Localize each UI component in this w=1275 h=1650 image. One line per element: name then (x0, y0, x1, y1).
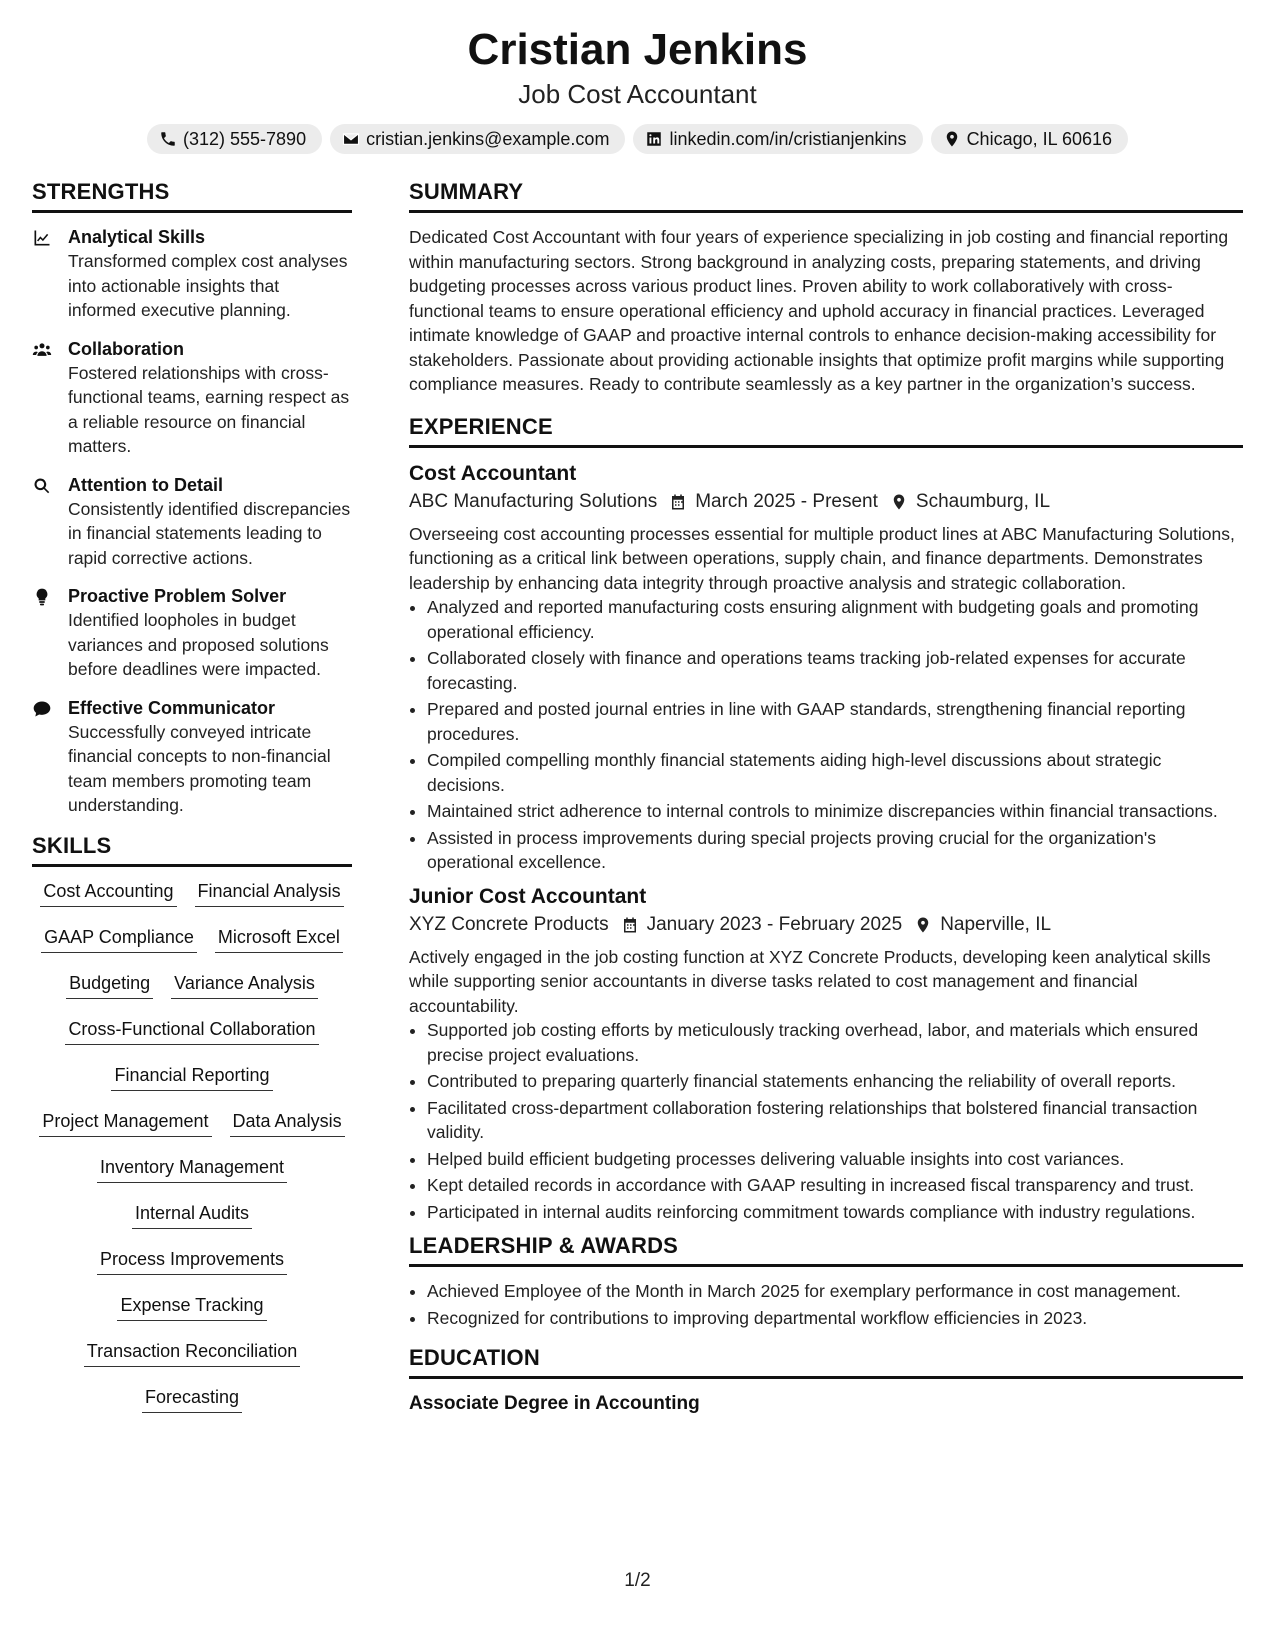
skill-tag: Cross-Functional Collaboration (65, 1017, 318, 1045)
job-location: Naperville, IL (940, 913, 1052, 935)
email-contact[interactable] (330, 124, 625, 154)
strength-description: Fostered relationships with cross-functional teams, earning respect as a reliable resource on financial matters. (68, 362, 350, 456)
strength-title: Collaboration (68, 338, 184, 359)
skill-tag: Transaction Reconciliation (84, 1339, 300, 1367)
skill-tag: Budgeting (66, 971, 153, 999)
job-bullets (409, 595, 1243, 875)
strength-title: Effective Communicator (68, 697, 276, 718)
job-bullet: • Assisted in process improvements during special projects proving crucial for the organization's operational excellence. (427, 826, 1243, 875)
job-bullet: • Collaborated closely with finance and operations teams tracking job-related expenses for accurate forecasting. (427, 646, 1243, 695)
skill-tag: Forecasting (142, 1385, 242, 1413)
search-icon (32, 476, 52, 496)
left-column (32, 178, 352, 1431)
strength-description: Transformed complex cost analyses into actionable insights that informed executive planning. (68, 251, 348, 320)
strength-title: Proactive Problem Solver (68, 586, 287, 606)
summary-text: Dedicated Cost Accountant with four years of experience specializing in job costing and financial reporting within manufacturing sectors. Strong background in analyzing costs, preparing statements, and driving budgeting processes across various product lines. Proven ability to work collaboratively with cross-functional teams to ensure operational efficiency and uphold accuracy in financial practices. Leveraged intimate knowledge of GAAP and proactive internal controls to enhance decision-making accessibility for stakeholders. Passionate about providing actionable insights that optimize profit margins while supporting compliance measures. Ready to contribute seamlessly as a key partner in the organization’s success. (409, 227, 1229, 394)
skill-tag: Data Analysis (230, 1109, 345, 1137)
linkedin-icon (645, 130, 663, 148)
right-column (409, 178, 1243, 1417)
job-entry (409, 883, 1243, 1225)
location-text: Chicago, IL 60616 (966, 129, 1113, 149)
job-title: Job Cost Accountant (518, 79, 757, 109)
linkedin-contact[interactable] (633, 124, 922, 154)
location-contact (931, 124, 1128, 154)
job-bullet: • Supported job costing efforts by meticulously tracking overhead, labor, and materials which ensured precise project evaluations. (427, 1018, 1243, 1067)
job-bullet: • Kept detailed records in accordance with GAAP resulting in increased fiscal transparency and trust. (427, 1173, 1243, 1198)
skill-tag: Expense Tracking (117, 1293, 266, 1321)
education-degree: Associate Degree in Accounting (409, 1393, 700, 1414)
skills-heading: SKILLS (32, 832, 352, 867)
phone-icon (159, 130, 177, 148)
users-icon (32, 340, 52, 360)
phone-contact[interactable] (147, 124, 322, 154)
chart-line-icon (32, 228, 52, 248)
resume-header (0, 0, 1275, 154)
strength-title: Attention to Detail (68, 474, 223, 495)
email-text: cristian.jenkins@example.com (366, 129, 610, 149)
comment-icon (32, 699, 52, 719)
calendar-icon (621, 916, 639, 934)
job-company: ABC Manufacturing Solutions (409, 490, 658, 512)
job-meta (409, 488, 1243, 516)
strength-item (32, 584, 352, 682)
jobs-list (409, 460, 1243, 1225)
job-dates: January 2023 - February 2025 (646, 913, 903, 935)
job-description: Overseeing cost accounting processes essential for multiple product lines at ABC Manufacturing Solutions, functioning as a critical link between operations, supply chain, and finance departments. Demonstrates leadership by enhancing data integrity through proactive analysis and strategic collaboration. (409, 523, 1235, 593)
skill-tag: Process Improvements (97, 1247, 287, 1275)
job-company: XYZ Concrete Products (409, 913, 609, 935)
job-meta (409, 911, 1243, 939)
job-location: Schaumburg, IL (915, 490, 1051, 512)
candidate-name: Cristian Jenkins (467, 25, 808, 74)
strengths-list (32, 225, 352, 818)
job-bullet: • Contributed to preparing quarterly financial statements enhancing the reliability of overall reports. (427, 1069, 1243, 1094)
map-pin-icon (914, 916, 932, 934)
award-item: • Achieved Employee of the Month in March 2025 for exemplary performance in cost management. (427, 1279, 1243, 1304)
strength-item (32, 696, 352, 818)
job-bullet: • Facilitated cross-department collaboration fostering relationships that bolstered financial transaction validity. (427, 1096, 1243, 1145)
strength-item (32, 473, 352, 571)
education-heading: EDUCATION (409, 1344, 1243, 1379)
job-entry (409, 460, 1243, 875)
skill-tag: GAAP Compliance (41, 925, 197, 953)
job-bullet: • Helped build efficient budgeting processes delivering valuable insights into cost variances. (427, 1147, 1243, 1172)
linkedin-text: linkedin.com/in/cristianjenkins (669, 129, 907, 149)
summary-heading: SUMMARY (409, 178, 1243, 213)
job-position: Junior Cost Accountant (409, 884, 647, 908)
strength-description: Successfully conveyed intricate financial concepts to non-financial team members promoting team understanding. (68, 721, 331, 815)
skill-tag: Internal Audits (132, 1201, 252, 1229)
leadership-heading: LEADERSHIP & AWARDS (409, 1232, 1243, 1267)
calendar-icon (669, 493, 687, 511)
skill-tag: Inventory Management (97, 1155, 287, 1183)
skill-tag: Financial Reporting (111, 1063, 272, 1091)
leadership-list (409, 1279, 1243, 1330)
phone-text: (312) 555-7890 (182, 129, 307, 149)
strength-item (32, 337, 352, 459)
job-position: Cost Accountant (409, 461, 577, 485)
skill-tag: Cost Accounting (40, 879, 176, 907)
job-bullet: • Prepared and posted journal entries in line with GAAP standards, strengthening financial reporting procedures. (427, 697, 1243, 746)
strength-description: Identified loopholes in budget variances and proposed solutions before deadlines were impacted. (68, 610, 329, 679)
map-pin-icon (890, 493, 908, 511)
skills-list (32, 879, 352, 1431)
skill-tag: Microsoft Excel (215, 925, 343, 953)
map-pin-icon (943, 130, 961, 148)
job-bullet: • Participated in internal audits reinforcing commitment towards compliance with industry regulations. (427, 1200, 1243, 1225)
skill-tag: Variance Analysis (171, 971, 318, 999)
strength-description: Consistently identified discrepancies in financial statements leading to rapid corrective actions. (68, 498, 351, 568)
award-item: • Recognized for contributions to improving departmental workflow efficiencies in 2023. (427, 1306, 1243, 1331)
strengths-heading: STRENGTHS (32, 178, 352, 213)
job-bullet: • Compiled compelling monthly financial statements aiding high-level discussions about strategic decisions. (427, 748, 1243, 797)
job-bullet: • Analyzed and reported manufacturing costs ensuring alignment with budgeting goals and promoting operational efficiency. (427, 595, 1243, 644)
job-bullets (409, 1018, 1243, 1224)
experience-heading: EXPERIENCE (409, 413, 1243, 448)
job-bullet: • Maintained strict adherence to internal controls to minimize discrepancies within financial transactions. (427, 799, 1243, 824)
envelope-icon (342, 130, 360, 148)
page-number: 1/2 (624, 1570, 651, 1591)
contact-bar (0, 124, 1275, 154)
job-description: Actively engaged in the job costing function at XYZ Concrete Products, developing keen analytical skills while supporting senior accountants in diverse tasks related to cost management and financial accountability. (409, 946, 1211, 1016)
skill-tag: Project Management (39, 1109, 211, 1137)
strength-title: Analytical Skills (68, 227, 206, 247)
lightbulb-icon (32, 587, 52, 607)
job-dates: March 2025 - Present (695, 490, 878, 512)
skill-tag: Financial Analysis (195, 879, 344, 907)
strength-item (32, 225, 352, 323)
